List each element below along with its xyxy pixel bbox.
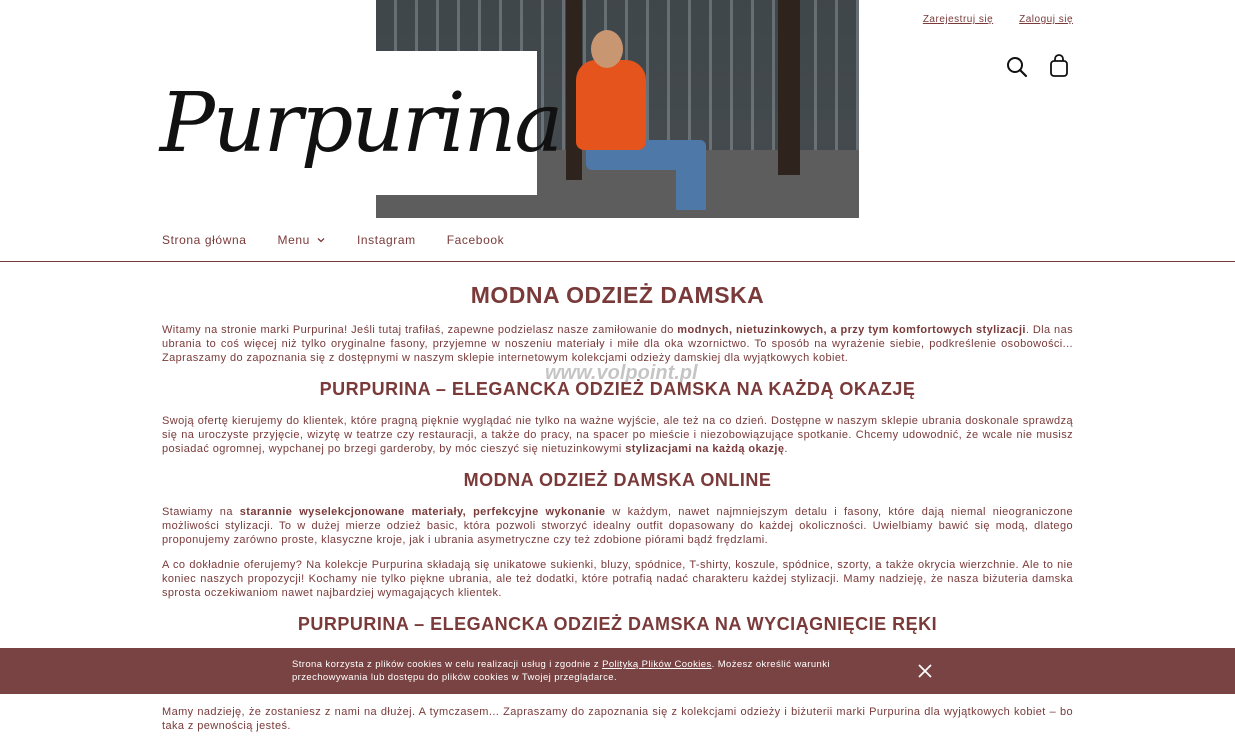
- nav-item-label: Menu: [277, 233, 310, 247]
- chevron-down-icon: [316, 235, 326, 245]
- bold-span: starannie wyselekcjonowane materiały, perfekcyjne wykonanie: [239, 506, 606, 518]
- section-heading-3: PURPURINA – ELEGANCKA ODZIEŻ DAMSKA NA WYCIĄGNIĘCIE RĘKI: [297, 614, 938, 634]
- bold-span: modnych, nietuzinkowych, a przy tym komfortowych stylizacji: [677, 324, 1026, 336]
- text-span: Stawiamy na: [162, 506, 240, 518]
- logo[interactable]: [159, 51, 562, 195]
- cookie-policy-link[interactable]: Polityką Plików Cookies: [602, 659, 712, 670]
- bold-span: stylizacjami na każdą okazję: [625, 443, 785, 455]
- page-title: MODNA ODZIEŻ DAMSKA: [470, 282, 765, 308]
- header: [0, 0, 1235, 220]
- nav-item-label: Instagram: [356, 233, 416, 247]
- nav-item-label: Facebook: [446, 233, 505, 247]
- paragraph-5: Mamy nadzieję, że zostaniesz z nami na dłużej. A tymczasem... Zapraszamy do zapoznania się z kolekcjami odzieży i biżuterii marki Purpurina dla wyjątkowych kobiet – bo taka z pewnością jesteś.: [162, 706, 1073, 732]
- register-link[interactable]: Zarejestruj się: [922, 14, 994, 25]
- text-span: .: [784, 443, 788, 455]
- header-icons: [1005, 54, 1071, 78]
- nav-item-instagram[interactable]: [357, 233, 416, 247]
- logo-text: Purpurina: [159, 75, 562, 171]
- intro-paragraph: [162, 323, 1073, 365]
- main-content: [162, 282, 1073, 649]
- section-heading-1: PURPURINA – ELEGANCKA ODZIEŻ DAMSKA NA KAŻDĄ OKAZJĘ: [319, 379, 916, 399]
- section-heading-2: MODNA ODZIEŻ DAMSKA ONLINE: [463, 470, 772, 490]
- main-nav: [0, 222, 1235, 262]
- text-span: Swoją ofertę kierujemy do klientek, które pragną pięknie wyglądać nie tylko na ważne wyjście, ale też na co dzień. Dostępne w naszym sklepie ubrania doskonale sprawdzą się na uroczyste przyjęcie, wizytę w teatrze czy restauracji, a także do pracy, na spacer po mieście i niezobowiązujące spotkanie. Chcemy udowodnić, że wcale nie musisz posiadać ogromnej, wypchanej po brzegi garderoby, by móc cieszyć się nietuzinkowymi: [162, 415, 1073, 455]
- account-links: [923, 14, 1073, 25]
- nav-item-facebook[interactable]: [447, 233, 505, 247]
- search-icon[interactable]: [1005, 54, 1029, 78]
- cookie-text: [292, 658, 862, 684]
- shopping-bag-icon[interactable]: [1047, 54, 1071, 78]
- closing-section: [162, 705, 1073, 733]
- nav-item-menu[interactable]: [278, 233, 326, 247]
- nav-item-label: Strona główna: [162, 233, 247, 247]
- text-span: Witamy na stronie marki Purpurina! Jeśli tutaj trafiłaś, zapewne podzielasz nasze zamiłowanie do: [162, 324, 678, 336]
- login-link[interactable]: Zaloguj się: [1019, 14, 1073, 25]
- paragraph-4: A co dokładnie oferujemy? Na kolekcje Purpurina składają się unikatowe sukienki, bluzy, spódnice, T-shirty, koszule, spódnice, szorty, a także okrycia wierzchnie. Ale to nie koniec naszych propozycji! Kochamy nie tylko piękne ubrania, ale też dodatki, które potrafią nadać charakteru każdej stylizacji. Mamy nadzieję, że nasza biżuteria damska sprosta oczekiwaniom nawet najbardziej wymagających klientek.: [162, 559, 1073, 599]
- text-span: Strona korzysta z plików cookies w celu realizacji usług i zgodnie z: [292, 659, 603, 670]
- watermark: www.volpoint.pl: [545, 362, 698, 384]
- cookie-bar: [0, 648, 1235, 694]
- text-span: w każdym, nawet najmniejszym detalu i fasony, które dają niemal nieograniczone możliwości stylizacji. To w dużej mierze odzież basic, która pozwoli stworzyć idealny outfit dopasowany do każdej okoliczności. Uwielbiamy bawić się modą, dlatego proponujemy zarówno proste, klasyczne kroje, jak i ubrania asymetryczne czy też zdobione piórami bądź frędzlami.: [162, 506, 1074, 546]
- nav-item-home[interactable]: [162, 233, 247, 247]
- text-span: . Możesz określić warunki przechowywania lub dostępu do plików cookies w Twojej przeglądarce.: [292, 659, 830, 683]
- paragraph-2: [162, 414, 1073, 456]
- close-icon[interactable]: [917, 663, 933, 679]
- text-span: . Dla nas ubrania to coś więcej niż tylko oryginalne fasony, przyjemne w noszeniu materiały i miłe dla oka wzornictwo. To sposób na wyrażenie siebie, podkreślenie osobowości... Zapraszamy do zapoznania się z dostępnymi w naszym sklepie internetowym kolekcjami odzieży damskiej dla wyjątkowych kobiet.: [162, 324, 1073, 364]
- paragraph-3: [162, 505, 1073, 547]
